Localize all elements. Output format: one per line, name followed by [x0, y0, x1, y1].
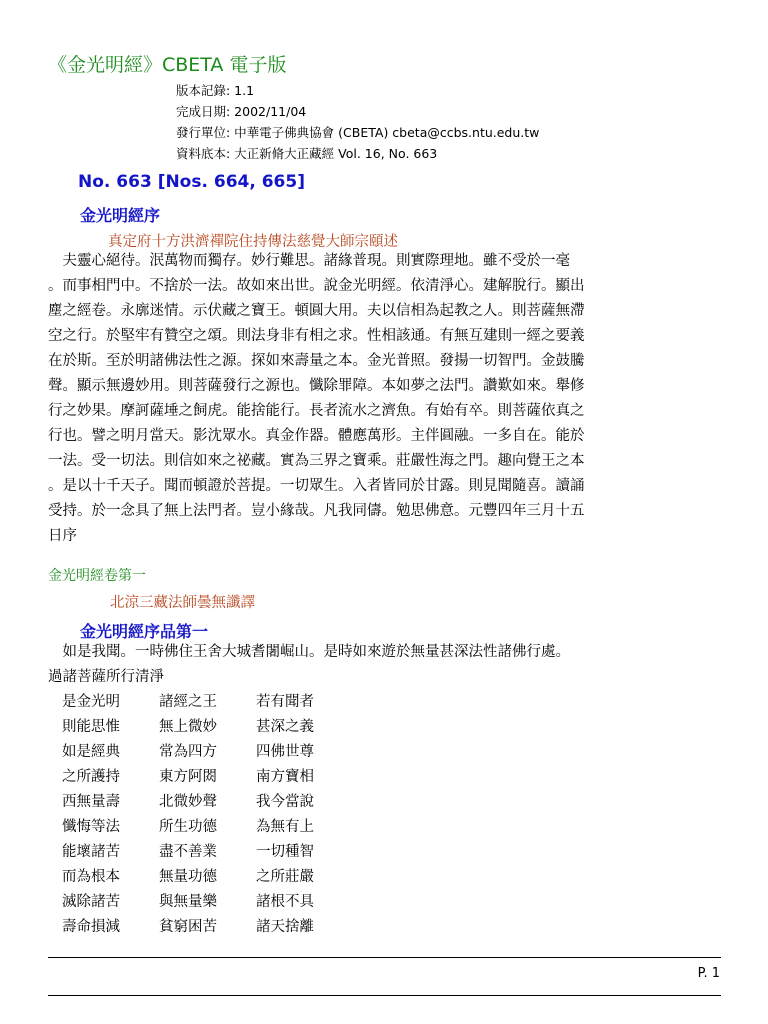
verse-row [62, 765, 353, 790]
verse-cell: 盡不善業 [159, 844, 217, 860]
verse-cell: 南方寶相 [256, 769, 314, 785]
translator-line: 北涼三藏法師曇無讖譯 [110, 595, 255, 611]
verse-cell: 一切種智 [256, 844, 314, 860]
verse-cell: 西無量壽 [62, 794, 120, 810]
verse-cell: 與無量樂 [159, 894, 217, 910]
verse-cell: 之所莊嚴 [256, 869, 314, 885]
verse-row [62, 840, 353, 865]
text-line: 夫靈心絕待。泯萬物而獨存。妙行難思。諸緣普現。則實際理地。雖不受於一毫 [48, 253, 570, 269]
metadata-source: 資料底本: 大正新脩大正藏經 Vol. 16, No. 663 [176, 146, 438, 161]
verse-cell: 能壞諸苦 [62, 844, 120, 860]
text-line: 。而事相門中。不捨於一法。故如來出世。說金光明經。依清淨心。建解脫行。顯出 [48, 278, 585, 294]
verse-cell: 無量功德 [159, 869, 217, 885]
verse-cell: 無上微妙 [159, 719, 217, 735]
verse-cell: 諸天捨離 [256, 919, 314, 935]
chapter-intro [48, 640, 724, 690]
text-line: 日序 [48, 528, 77, 544]
metadata-date: 完成日期: 2002/11/04 [176, 104, 307, 119]
text-line: 聲。顯示無邊妙用。則菩薩發行之源也。懺除罪障。本如夢之法門。讚歎如來。舉修 [48, 378, 585, 394]
verse-cell: 是金光明 [62, 694, 120, 710]
verse-cell: 如是經典 [62, 744, 120, 760]
verse-cell: 常為四方 [159, 744, 217, 760]
verse-row [62, 715, 353, 740]
verse-row [62, 890, 353, 915]
text-line: 一法。受一切法。則信如來之祕藏。實為三界之寶乘。莊嚴性海之門。趣向覺王之本 [48, 453, 585, 469]
verse-cell: 為無有上 [256, 819, 314, 835]
preface-heading: 金光明經序 [80, 206, 161, 225]
verse-cell: 滅除諸苦 [62, 894, 120, 910]
text-line: 。是以十千天子。聞而頓證於菩提。一切眾生。入者皆同於甘露。則見聞隨喜。讀誦 [48, 478, 585, 494]
verse-row [62, 915, 353, 940]
verse-cell: 甚深之義 [256, 719, 314, 735]
verse-cell: 之所護持 [62, 769, 120, 785]
verse-cell: 懺悔等法 [62, 819, 120, 835]
text-line: 塵之經卷。永廓迷情。示伏藏之寶王。頓圓大用。夫以信相為起教之人。則菩薩無滯 [48, 303, 585, 319]
metadata-block [176, 80, 539, 164]
verse-cell: 則能思惟 [62, 719, 120, 735]
verse-row [62, 865, 353, 890]
preface-body [48, 249, 724, 549]
verse-row [62, 740, 353, 765]
text-line: 行之妙果。摩訶薩埵之飼虎。能捨能行。長者流水之濟魚。有始有卒。則菩薩依真之 [48, 403, 585, 419]
verse-cell: 諸經之王 [159, 694, 217, 710]
verse-cell: 而為根本 [62, 869, 120, 885]
scroll-heading: 金光明經卷第一 [48, 568, 146, 584]
text-line: 過諸菩薩所行清淨 [48, 669, 164, 685]
text-line: 如是我聞。一時佛住王舍大城耆闍崛山。是時如來遊於無量甚深法性諸佛行處。 [48, 644, 570, 660]
verse-row [62, 690, 353, 715]
verse-cell: 諸根不具 [256, 894, 314, 910]
footer-divider-bottom [48, 995, 721, 996]
page-number: P. 1 [697, 966, 720, 981]
verse-row [62, 815, 353, 840]
document-title: 《金光明經》CBETA 電子版 [48, 54, 287, 76]
verse-cell: 若有聞者 [256, 694, 314, 710]
metadata-publisher: 發行單位: 中華電子佛典協會 (CBETA) cbeta@ccbs.ntu.edu.tw [176, 125, 540, 140]
verse-cell: 壽命損減 [62, 919, 120, 935]
verse-cell: 北微妙聲 [159, 794, 217, 810]
verse-cell: 東方阿閦 [159, 769, 217, 785]
verse-cell: 所生功德 [159, 819, 217, 835]
verse-cell: 貧窮困苦 [159, 919, 217, 935]
footer-divider-top [48, 957, 721, 958]
chapter-heading: 金光明經序品第一 [80, 622, 209, 641]
preface-author: 真定府十方洪濟禪院住持傳法慈覺大師宗頤述 [108, 234, 398, 250]
text-line: 空之行。於堅牢有贊空之頌。則法身非有相之求。性相該通。有無互建則一經之要義 [48, 328, 585, 344]
verse-row [62, 790, 353, 815]
verse-cell: 我今當說 [256, 794, 314, 810]
text-line: 在於斯。至於明諸佛法性之源。探如來壽量之本。金光普照。發揚一切智門。金鼓騰 [48, 353, 585, 369]
doc-number: No. 663 [Nos. 664, 665] [78, 172, 305, 192]
text-line: 受持。於一念具了無上法門者。豈小緣哉。凡我同儔。勉思佛意。元豐四年三月十五 [48, 503, 585, 519]
verse-cell: 四佛世尊 [256, 744, 314, 760]
verse-table [62, 690, 353, 940]
text-line: 行也。譬之明月當天。影沈眾水。真金作器。體應萬形。主伴圓融。一多自在。能於 [48, 428, 585, 444]
metadata-version: 版本記錄: 1.1 [176, 83, 255, 98]
